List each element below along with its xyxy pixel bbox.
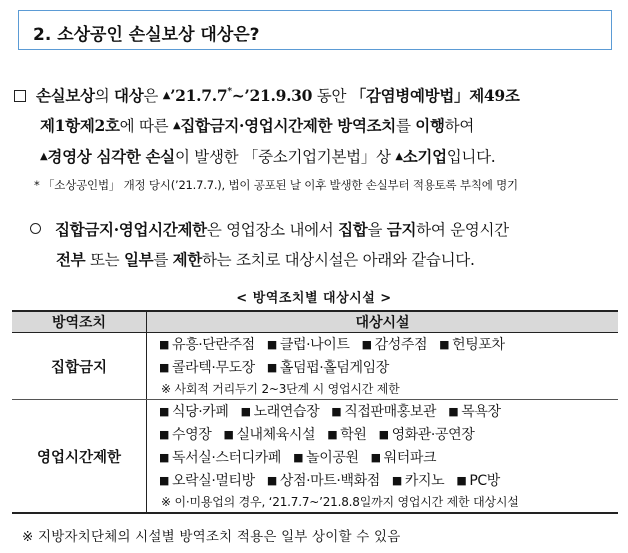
text-bold: 집합 [338,220,368,239]
law-name: 「감염병예방법」 [350,86,470,105]
facility-line [147,469,618,492]
footnote-mark: * [227,87,232,97]
facility-line [147,446,618,469]
facility-name: 감성주점 [374,337,428,353]
header-facilities: 대상시설 [147,311,619,333]
facility-name: 학원 [340,427,367,443]
text: 또는 [85,251,124,269]
facility-note: ※ 사회적 거리두기 2~3단계 시 영업시간 제한 [161,382,400,396]
text-bold: 제한 [172,250,202,269]
facility-name: 유흥·단란주점 [172,337,255,353]
facilities-cell [147,333,619,400]
text: 입니다. [446,148,496,166]
triangle-marker-icon: ▲ [395,151,403,162]
facility-name: 콜라텍·무도장 [172,360,255,376]
square-bullet-icon: ■ [293,451,304,464]
facility-item [267,360,389,376]
text: 의 [94,87,115,105]
facility-item [241,404,320,420]
facility-item [448,404,500,420]
facility-item [379,427,475,443]
triangle-marker-icon: ▲ [162,90,171,101]
header-measure: 방역조치 [12,311,147,333]
facility-line [147,356,618,379]
facility-name: 상점·마트·백화점 [279,473,380,489]
facility-note: ※ 이·미용업의 경우, ‘21.7.7~’21.8.8일까지 영업시간 제한 대상시설 [161,495,519,509]
facility-item [159,450,281,466]
text-bold: 제1항제2호 [40,116,120,135]
square-bullet-icon: ■ [240,405,251,418]
text: 하여 [444,117,474,135]
facilities-cell [147,400,619,514]
facility-name: 클럽·나이트 [279,337,350,353]
measure-cell: 집합금지 [12,333,147,400]
square-bullet-icon: ■ [327,428,338,441]
date-start: ’21.7.7 [170,86,228,105]
facility-name: 카지노 [404,473,445,489]
paragraph1-line1 [14,84,520,106]
facility-name: 목욕장 [461,404,501,420]
facility-item [392,473,444,489]
facility-name: 직접판매홍보관 [344,404,437,420]
triangle-marker-icon: ▲ [40,151,48,162]
facility-item [331,404,436,420]
facility-name: PC방 [469,473,500,489]
text-bold: 전부 [56,250,86,269]
footer-note: ※ 지방자치단체의 시설별 방역조치 적용은 일부 상이할 수 있음 [22,529,401,545]
text-bold: 집합금지·영업시간제한 방역조치 [180,116,396,135]
facility-item [159,360,255,376]
text: 을 [367,221,387,239]
facility-item [362,337,428,353]
square-bullet-icon: ■ [266,338,277,351]
square-bullet-icon: ■ [391,474,402,487]
square-bullet-icon: ■ [159,428,169,441]
footnote: * 「소상공인법」 개정 당시(’21.7.7.), 법이 공포된 날 이후 발생한 손실부터 적용토록 부칙에 명기 [34,178,518,192]
square-bullet-icon: ■ [331,405,342,418]
table-row [12,400,618,514]
square-bullet-icon: ■ [159,405,169,418]
paragraph1-line3 [40,145,495,167]
text-bold: 경영상 심각한 손실 [47,147,175,166]
text-bold: 이행 [415,116,445,135]
square-bullet-icon: ■ [159,474,169,487]
section-title-box [18,10,612,50]
text: 를 [395,117,416,135]
facility-item [267,337,350,353]
text-bold: 소기업 [402,147,447,166]
facility-line [147,333,618,356]
table-caption: < 방역조치별 대상시설 > [236,291,392,306]
text-bold: 집합금지·영업시간제한 [55,220,207,239]
facility-table [12,310,618,514]
square-bullet-icon: ■ [361,338,372,351]
table-header-row [12,311,618,333]
text-bold: 손실보상 [36,86,95,105]
text-bold: 일부 [123,250,154,269]
facility-name: 헌팅포차 [452,337,505,353]
text: 은 영업장소 내에서 [206,221,339,239]
square-bullet-icon: ■ [159,361,169,374]
facility-line [147,400,618,423]
text-bold: 대상 [114,86,144,105]
circle-bullet-icon [30,223,41,234]
text-bold: 금지 [386,220,417,239]
square-bullet-icon: ■ [159,338,169,351]
facility-name: 워터파크 [383,450,437,466]
facility-line [147,423,618,446]
measure-cell: 영업시간제한 [12,400,147,514]
square-bullet-icon: ■ [266,361,277,374]
text: 하여 운영시간 [416,221,509,239]
facility-item [159,337,255,353]
facility-name: 영화관·공연장 [391,427,475,443]
square-bullet-icon: ■ [159,451,169,464]
facility-item [267,473,380,489]
facility-item [439,337,505,353]
facility-item [456,473,500,489]
text: 동안 [312,87,351,105]
facility-item [371,450,437,466]
square-bullet-icon: ■ [266,474,277,487]
square-bullet-icon: ■ [456,474,467,487]
facility-name: 실내체육시설 [236,427,316,443]
text: 이 발생한 「중소기업기본법」상 [174,148,396,166]
text: 은 [143,87,163,105]
square-bullet-icon: ■ [448,405,459,418]
facility-name: 수영장 [172,427,212,443]
paragraph2-line1 [30,218,509,240]
facility-item [159,427,211,443]
facility-name: 홀덤펍·홀덤게임장 [279,360,389,376]
text-bold: 제49조 [469,86,520,105]
facility-item [223,427,315,443]
date-end: ~’21.9.30 [231,86,313,105]
paragraph2-line2 [56,248,475,270]
facility-name: 식당·카페 [172,404,229,420]
facility-name: 놀이공원 [306,450,359,466]
square-bullet-icon [14,90,26,102]
triangle-marker-icon: ▲ [172,120,181,131]
section-title: 2. 소상공인 손실보상 대상은? [33,25,260,45]
text: 하는 조치로 대상시설은 아래와 같습니다. [202,251,475,269]
facility-item [293,450,359,466]
square-bullet-icon: ■ [370,451,381,464]
text: 를 [153,251,173,269]
facility-name: 노래연습장 [253,404,320,420]
facility-item [327,427,366,443]
text: 에 따른 [119,117,173,135]
paragraph1-line2 [40,114,474,136]
facility-name: 오락실·멀티방 [172,473,255,489]
square-bullet-icon: ■ [223,428,234,441]
square-bullet-icon: ■ [439,338,450,351]
table-row [12,333,618,400]
facility-item [159,473,255,489]
facility-name: 독서실·스터디카페 [172,450,282,466]
facility-item [159,404,229,420]
square-bullet-icon: ■ [378,428,389,441]
